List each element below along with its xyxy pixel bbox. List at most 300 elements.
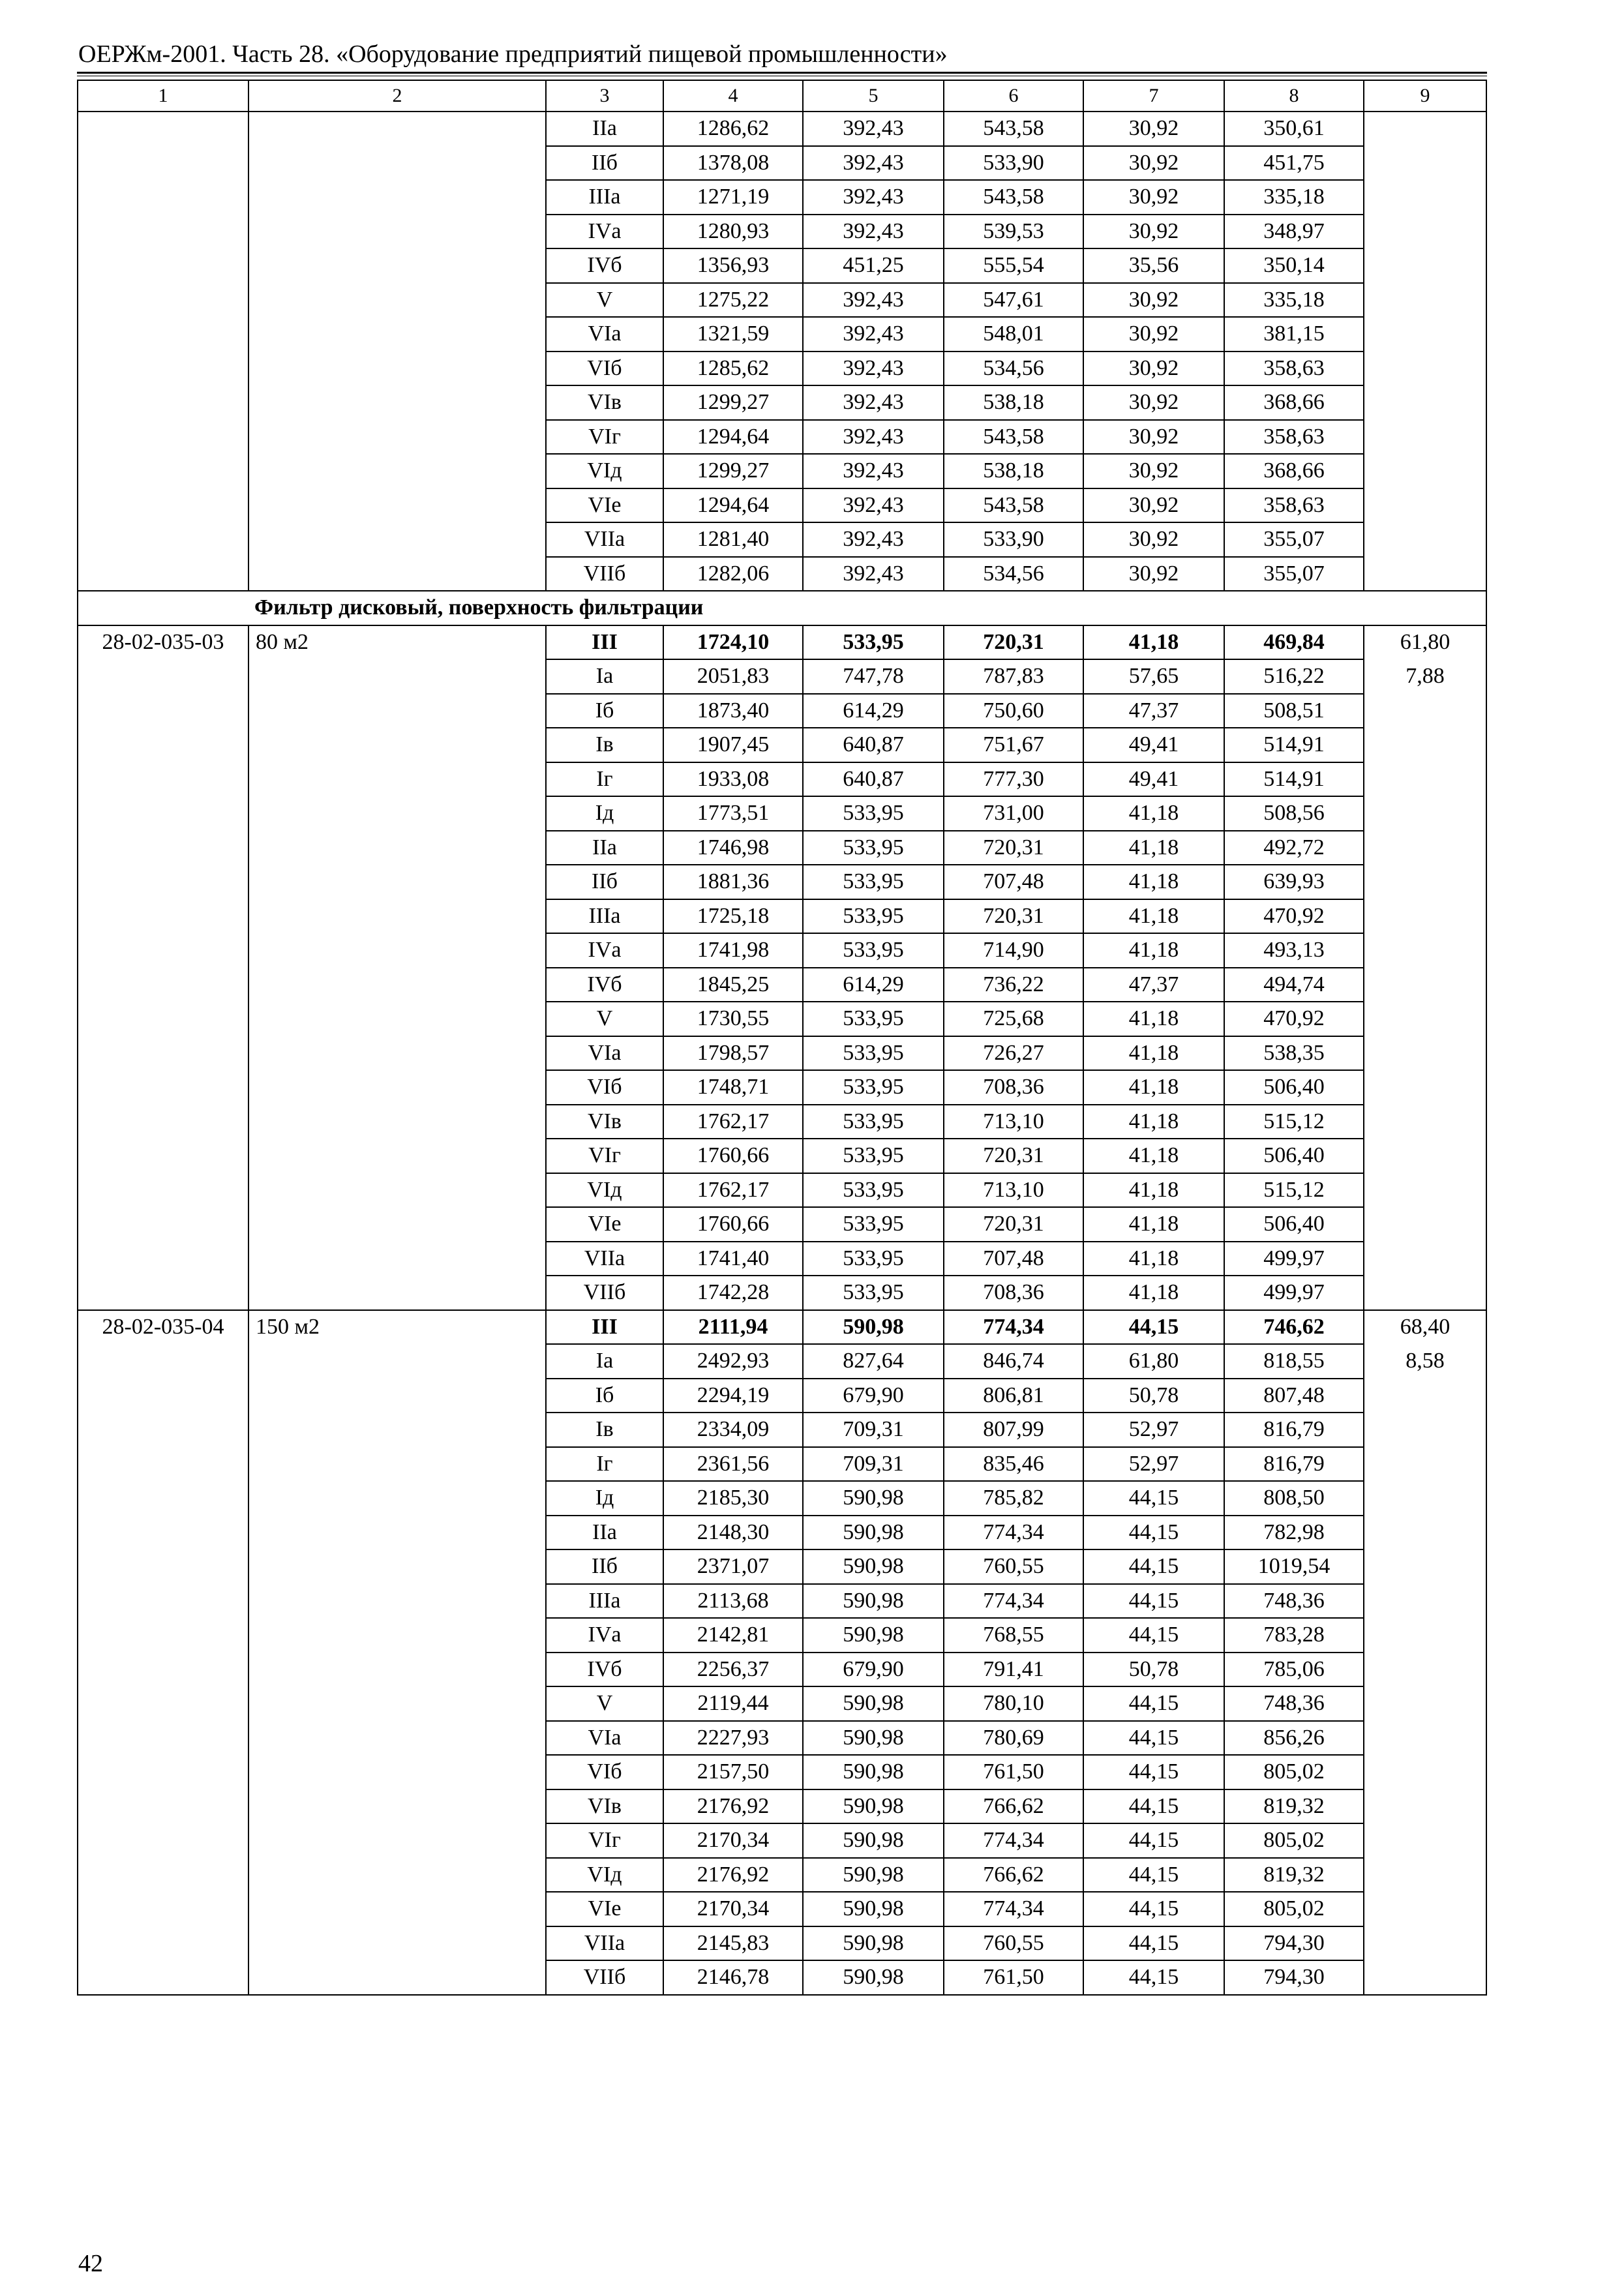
value-cell: 750,60: [944, 694, 1083, 728]
region-cell: VIIа: [546, 1926, 663, 1961]
value-cell: 49,41: [1083, 762, 1224, 797]
value-cell: 543,58: [944, 488, 1083, 523]
labor-cell: [1364, 1413, 1486, 1447]
value-cell: 30,92: [1083, 215, 1224, 249]
value-cell: 590,98: [803, 1618, 944, 1653]
value-cell: 590,98: [803, 1721, 944, 1756]
value-cell: 1725,18: [663, 899, 803, 934]
rate-name-cell: [248, 1413, 546, 1447]
table-row: [78, 728, 1486, 762]
rate-code-cell: [78, 659, 248, 694]
table-row: [78, 1379, 1486, 1413]
value-cell: 547,61: [944, 283, 1083, 318]
value-cell: 725,68: [944, 1002, 1083, 1036]
value-cell: 1019,54: [1224, 1549, 1364, 1584]
rate-name-cell: [248, 1344, 546, 1379]
value-cell: 451,75: [1224, 146, 1364, 181]
table-row: [78, 1070, 1486, 1105]
labor-cell: [1364, 1858, 1486, 1893]
labor-cell: 68,40: [1364, 1310, 1486, 1345]
value-cell: 30,92: [1083, 283, 1224, 318]
value-cell: 818,55: [1224, 1344, 1364, 1379]
labor-cell: [1364, 1892, 1486, 1926]
rate-name-cell: [248, 1207, 546, 1242]
rate-code-cell: [78, 248, 248, 283]
table-row: [78, 1892, 1486, 1926]
region-cell: Iд: [546, 796, 663, 831]
value-cell: 1881,36: [663, 865, 803, 899]
rate-name-cell: [248, 557, 546, 591]
rate-name-cell: [248, 454, 546, 488]
table-row: [78, 146, 1486, 181]
region-cell: Iб: [546, 1379, 663, 1413]
value-cell: 1760,66: [663, 1139, 803, 1173]
table-row: [78, 899, 1486, 934]
table-row: [78, 454, 1486, 488]
value-cell: 44,15: [1083, 1516, 1224, 1550]
region-cell: VIе: [546, 1207, 663, 1242]
rate-name-cell: [248, 865, 546, 899]
value-cell: 785,06: [1224, 1653, 1364, 1687]
value-cell: 794,30: [1224, 1926, 1364, 1961]
value-cell: 774,34: [944, 1310, 1083, 1345]
value-cell: 590,98: [803, 1823, 944, 1858]
region-cell: VIг: [546, 1823, 663, 1858]
rate-name-cell: [248, 1002, 546, 1036]
region-cell: VIв: [546, 385, 663, 420]
labor-cell: [1364, 1721, 1486, 1756]
value-cell: 533,95: [803, 796, 944, 831]
value-cell: 30,92: [1083, 385, 1224, 420]
value-cell: 590,98: [803, 1686, 944, 1721]
region-cell: IIIа: [546, 1584, 663, 1619]
table-row: [78, 659, 1486, 694]
value-cell: 806,81: [944, 1379, 1083, 1413]
value-cell: 816,79: [1224, 1413, 1364, 1447]
table-row: [78, 1481, 1486, 1516]
value-cell: 1299,27: [663, 454, 803, 488]
value-cell: 392,43: [803, 283, 944, 318]
value-cell: 1741,98: [663, 933, 803, 968]
value-cell: 846,74: [944, 1344, 1083, 1379]
table-row: [78, 1173, 1486, 1208]
value-cell: 807,48: [1224, 1379, 1364, 1413]
value-cell: 50,78: [1083, 1379, 1224, 1413]
rate-name-cell: [248, 1549, 546, 1584]
value-cell: 470,92: [1224, 1002, 1364, 1036]
table-row: [78, 1310, 1486, 1345]
rate-name-cell: [248, 1892, 546, 1926]
value-cell: 785,82: [944, 1481, 1083, 1516]
value-cell: 2361,56: [663, 1447, 803, 1482]
region-cell: VIа: [546, 1721, 663, 1756]
rate-name-cell: [248, 762, 546, 797]
section-title-row: [78, 591, 1486, 625]
value-cell: 1798,57: [663, 1036, 803, 1071]
value-cell: 539,53: [944, 215, 1083, 249]
rate-name-cell: [248, 215, 546, 249]
rate-code-cell: [78, 899, 248, 934]
region-cell: VIб: [546, 1755, 663, 1789]
value-cell: 760,55: [944, 1549, 1083, 1584]
rate-name-cell: [248, 1070, 546, 1105]
value-cell: 2170,34: [663, 1892, 803, 1926]
region-cell: VIе: [546, 1892, 663, 1926]
table-row: [78, 1139, 1486, 1173]
value-cell: 2145,83: [663, 1926, 803, 1961]
value-cell: 355,07: [1224, 522, 1364, 557]
labor-cell: [1364, 933, 1486, 968]
value-cell: 392,43: [803, 454, 944, 488]
rate-name-cell: [248, 1481, 546, 1516]
value-cell: 358,63: [1224, 352, 1364, 386]
table-row: [78, 248, 1486, 283]
table-row: [78, 1447, 1486, 1482]
labor-cell: [1364, 1516, 1486, 1550]
region-cell: VIд: [546, 454, 663, 488]
value-cell: 44,15: [1083, 1755, 1224, 1789]
value-cell: 707,48: [944, 865, 1083, 899]
rate-name-cell: [248, 1618, 546, 1653]
rate-name-cell: [248, 1139, 546, 1173]
rate-name-cell: [248, 796, 546, 831]
region-cell: IIб: [546, 865, 663, 899]
value-cell: 590,98: [803, 1858, 944, 1893]
value-cell: 2227,93: [663, 1721, 803, 1756]
labor-cell: [1364, 1139, 1486, 1173]
labor-cell: [1364, 1070, 1486, 1105]
region-cell: V: [546, 283, 663, 318]
value-cell: 835,46: [944, 1447, 1083, 1482]
region-cell: VIг: [546, 1139, 663, 1173]
value-cell: 747,78: [803, 659, 944, 694]
value-cell: 736,22: [944, 968, 1083, 1002]
rate-code-cell: [78, 1892, 248, 1926]
value-cell: 1748,71: [663, 1070, 803, 1105]
rate-code-cell: [78, 1926, 248, 1961]
value-cell: 44,15: [1083, 1481, 1224, 1516]
value-cell: 508,51: [1224, 694, 1364, 728]
table-row: [78, 215, 1486, 249]
labor-cell: [1364, 1686, 1486, 1721]
region-cell: VIIб: [546, 557, 663, 591]
value-cell: 590,98: [803, 1892, 944, 1926]
labor-cell: [1364, 1173, 1486, 1208]
page-number: 42: [78, 2250, 103, 2277]
rate-code-cell: [78, 488, 248, 523]
value-cell: 827,64: [803, 1344, 944, 1379]
value-cell: 533,95: [803, 899, 944, 934]
region-cell: Iд: [546, 1481, 663, 1516]
value-cell: 720,31: [944, 899, 1083, 934]
value-cell: 30,92: [1083, 420, 1224, 455]
value-cell: 731,00: [944, 796, 1083, 831]
column-number: 2: [248, 80, 546, 112]
value-cell: 41,18: [1083, 933, 1224, 968]
rate-name-cell: 150 м2: [248, 1310, 546, 1345]
value-cell: 538,18: [944, 454, 1083, 488]
value-cell: 533,90: [944, 146, 1083, 181]
labor-cell: [1364, 1379, 1486, 1413]
table-row: [78, 831, 1486, 865]
value-cell: 533,95: [803, 1139, 944, 1173]
value-cell: 41,18: [1083, 1105, 1224, 1139]
value-cell: 1321,59: [663, 317, 803, 352]
value-cell: 30,92: [1083, 352, 1224, 386]
table-row: [78, 796, 1486, 831]
value-cell: 538,18: [944, 385, 1083, 420]
rate-code-cell: [78, 1242, 248, 1276]
rate-code-cell: [78, 1207, 248, 1242]
rate-name-cell: [248, 1173, 546, 1208]
rate-code-cell: [78, 385, 248, 420]
value-cell: 41,18: [1083, 1207, 1224, 1242]
region-cell: Iг: [546, 1447, 663, 1482]
value-cell: 782,98: [1224, 1516, 1364, 1550]
value-cell: 392,43: [803, 488, 944, 523]
rate-code-cell: [78, 1584, 248, 1619]
rate-name-cell: [248, 180, 546, 215]
value-cell: 640,87: [803, 762, 944, 797]
labor-cell: [1364, 1481, 1486, 1516]
value-cell: 543,58: [944, 112, 1083, 146]
value-cell: 713,10: [944, 1173, 1083, 1208]
value-cell: 533,95: [803, 865, 944, 899]
value-cell: 590,98: [803, 1960, 944, 1995]
value-cell: 499,97: [1224, 1242, 1364, 1276]
region-cell: III: [546, 1310, 663, 1345]
table-row: [78, 1276, 1486, 1310]
value-cell: 720,31: [944, 1139, 1083, 1173]
rate-code-cell: [78, 1139, 248, 1173]
value-cell: 470,92: [1224, 899, 1364, 934]
table-row: [78, 1584, 1486, 1619]
value-cell: 533,95: [803, 1173, 944, 1208]
value-cell: 57,65: [1083, 659, 1224, 694]
rate-code-cell: [78, 831, 248, 865]
value-cell: 2176,92: [663, 1789, 803, 1824]
value-cell: 751,67: [944, 728, 1083, 762]
rate-code-cell: [78, 796, 248, 831]
column-number: 9: [1364, 80, 1486, 112]
labor-cell: [1364, 1823, 1486, 1858]
rate-code-cell: [78, 865, 248, 899]
value-cell: 2051,83: [663, 659, 803, 694]
value-cell: 41,18: [1083, 1139, 1224, 1173]
value-cell: 533,90: [944, 522, 1083, 557]
value-cell: 47,37: [1083, 694, 1224, 728]
value-cell: 777,30: [944, 762, 1083, 797]
rate-code-cell: [78, 1653, 248, 1687]
rate-code-cell: [78, 1789, 248, 1824]
rate-code-cell: [78, 1276, 248, 1310]
labor-cell: [1364, 454, 1486, 488]
region-cell: IVа: [546, 215, 663, 249]
rate-code-cell: [78, 694, 248, 728]
value-cell: 726,27: [944, 1036, 1083, 1071]
value-cell: 44,15: [1083, 1549, 1224, 1584]
rate-name-cell: [248, 659, 546, 694]
value-cell: 494,74: [1224, 968, 1364, 1002]
rate-code-cell: 28-02-035-03: [78, 625, 248, 660]
region-cell: Iг: [546, 762, 663, 797]
labor-cell: [1364, 831, 1486, 865]
labor-cell: [1364, 1207, 1486, 1242]
value-cell: 41,18: [1083, 1173, 1224, 1208]
value-cell: 2334,09: [663, 1413, 803, 1447]
rate-name-cell: [248, 933, 546, 968]
column-number: 5: [803, 80, 944, 112]
column-number: 8: [1224, 80, 1364, 112]
value-cell: 590,98: [803, 1310, 944, 1345]
value-cell: 2146,78: [663, 1960, 803, 1995]
rate-code-cell: [78, 1173, 248, 1208]
value-cell: 534,56: [944, 557, 1083, 591]
rate-code-cell: [78, 1002, 248, 1036]
value-cell: 708,36: [944, 1276, 1083, 1310]
value-cell: 30,92: [1083, 317, 1224, 352]
region-cell: IVа: [546, 933, 663, 968]
value-cell: 805,02: [1224, 1892, 1364, 1926]
value-cell: 2119,44: [663, 1686, 803, 1721]
table-row: [78, 1926, 1486, 1961]
region-cell: VIб: [546, 1070, 663, 1105]
value-cell: 1742,28: [663, 1276, 803, 1310]
value-cell: 707,48: [944, 1242, 1083, 1276]
value-cell: 1285,62: [663, 352, 803, 386]
rate-code-cell: [78, 1344, 248, 1379]
labor-cell: [1364, 728, 1486, 762]
value-cell: 30,92: [1083, 454, 1224, 488]
value-cell: 746,62: [1224, 1310, 1364, 1345]
value-cell: 41,18: [1083, 831, 1224, 865]
value-cell: 774,34: [944, 1892, 1083, 1926]
rate-name-cell: [248, 317, 546, 352]
value-cell: 1286,62: [663, 112, 803, 146]
rate-code-cell: [78, 146, 248, 181]
region-cell: IIа: [546, 831, 663, 865]
value-cell: 368,66: [1224, 454, 1364, 488]
labor-cell: [1364, 1105, 1486, 1139]
value-cell: 1730,55: [663, 1002, 803, 1036]
region-cell: IIа: [546, 1516, 663, 1550]
value-cell: 533,95: [803, 625, 944, 660]
value-cell: 30,92: [1083, 146, 1224, 181]
rate-name-cell: [248, 1926, 546, 1961]
rate-name-cell: [248, 1105, 546, 1139]
value-cell: 41,18: [1083, 625, 1224, 660]
value-cell: 720,31: [944, 831, 1083, 865]
rate-code-cell: [78, 762, 248, 797]
value-cell: 515,12: [1224, 1105, 1364, 1139]
table-row: [78, 1721, 1486, 1756]
labor-cell: [1364, 112, 1486, 146]
value-cell: 555,54: [944, 248, 1083, 283]
table-row: [78, 1207, 1486, 1242]
value-cell: 1356,93: [663, 248, 803, 283]
value-cell: 44,15: [1083, 1310, 1224, 1345]
value-cell: 44,15: [1083, 1960, 1224, 1995]
value-cell: 533,95: [803, 1207, 944, 1242]
value-cell: 590,98: [803, 1549, 944, 1584]
value-cell: 709,31: [803, 1413, 944, 1447]
value-cell: 392,43: [803, 215, 944, 249]
labor-cell: [1364, 899, 1486, 934]
table-row: [78, 420, 1486, 455]
labor-cell: [1364, 762, 1486, 797]
table-row: [78, 180, 1486, 215]
rate-code-cell: [78, 1413, 248, 1447]
value-cell: 506,40: [1224, 1207, 1364, 1242]
labor-cell: 8,58: [1364, 1344, 1486, 1379]
labor-cell: [1364, 557, 1486, 591]
rate-code-cell: [78, 968, 248, 1002]
region-cell: VIб: [546, 352, 663, 386]
value-cell: 44,15: [1083, 1926, 1224, 1961]
labor-cell: [1364, 968, 1486, 1002]
value-cell: 358,63: [1224, 420, 1364, 455]
value-cell: 44,15: [1083, 1584, 1224, 1619]
page-header-title: ОЕРЖм-2001. Часть 28. «Оборудование предприятий пищевой промышленности»: [78, 40, 948, 68]
table-row: [78, 1653, 1486, 1687]
table-row: [78, 1242, 1486, 1276]
value-cell: 2256,37: [663, 1653, 803, 1687]
value-cell: 2185,30: [663, 1481, 803, 1516]
value-cell: 805,02: [1224, 1755, 1364, 1789]
value-cell: 1282,06: [663, 557, 803, 591]
rate-code-cell: [78, 1823, 248, 1858]
value-cell: 392,43: [803, 317, 944, 352]
value-cell: 590,98: [803, 1516, 944, 1550]
value-cell: 355,07: [1224, 557, 1364, 591]
region-cell: IVб: [546, 1653, 663, 1687]
value-cell: 30,92: [1083, 522, 1224, 557]
rate-name-cell: [248, 899, 546, 934]
region-cell: IVб: [546, 248, 663, 283]
labor-cell: [1364, 1755, 1486, 1789]
value-cell: 533,95: [803, 1105, 944, 1139]
rates-table-body: [78, 80, 1486, 1995]
rate-name-cell: [248, 420, 546, 455]
table-row: [78, 1960, 1486, 1995]
table-row: [78, 1755, 1486, 1789]
value-cell: 760,55: [944, 1926, 1083, 1961]
value-cell: 720,31: [944, 1207, 1083, 1242]
table-row: [78, 1618, 1486, 1653]
value-cell: 774,34: [944, 1823, 1083, 1858]
value-cell: 720,31: [944, 625, 1083, 660]
region-cell: IIб: [546, 1549, 663, 1584]
labor-cell: [1364, 1653, 1486, 1687]
rate-code-cell: [78, 1070, 248, 1105]
labor-cell: [1364, 1002, 1486, 1036]
value-cell: 47,37: [1083, 968, 1224, 1002]
value-cell: 44,15: [1083, 1858, 1224, 1893]
value-cell: 533,95: [803, 1242, 944, 1276]
rate-code-cell: [78, 1516, 248, 1550]
value-cell: 469,84: [1224, 625, 1364, 660]
value-cell: 30,92: [1083, 112, 1224, 146]
value-cell: 819,32: [1224, 1789, 1364, 1824]
rate-name-cell: [248, 1686, 546, 1721]
rate-code-cell: [78, 317, 248, 352]
value-cell: 816,79: [1224, 1447, 1364, 1482]
labor-cell: [1364, 420, 1486, 455]
value-cell: 807,99: [944, 1413, 1083, 1447]
rate-code-cell: [78, 1618, 248, 1653]
table-row: [78, 283, 1486, 318]
value-cell: 1294,64: [663, 420, 803, 455]
